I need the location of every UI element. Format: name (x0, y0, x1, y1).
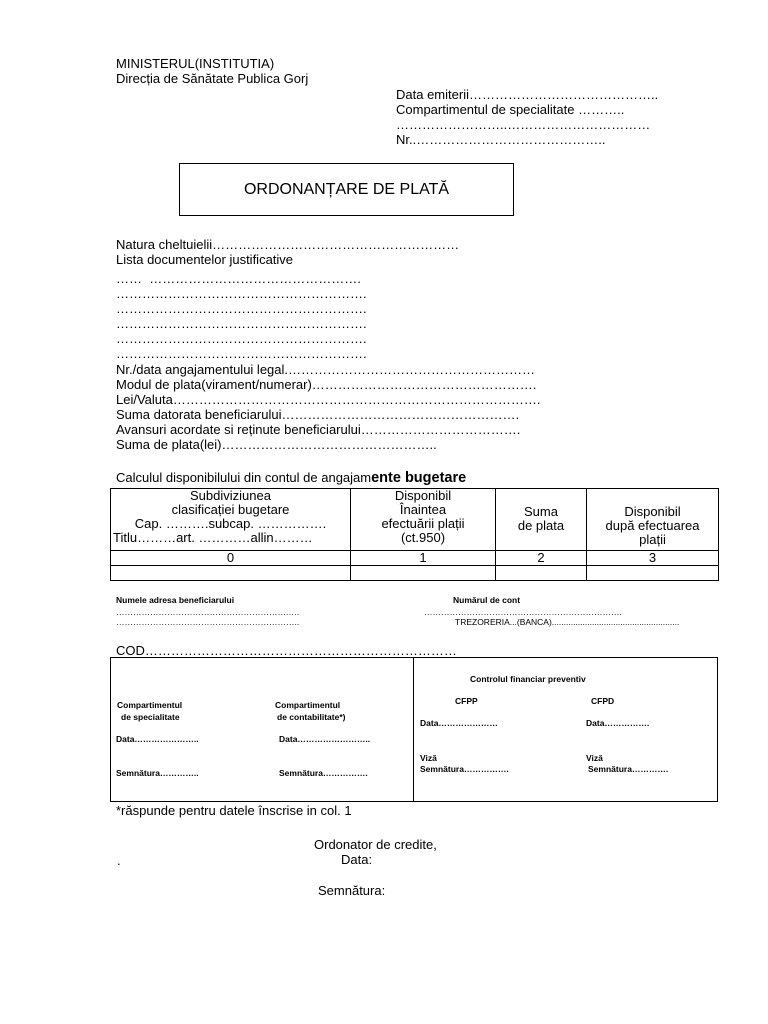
doc-line: …………………………………………………. (116, 286, 367, 301)
commitment-field: Nr./data angajamentului legal.………………………………………………… (116, 362, 536, 377)
doc-list-label: Lista documentelor justificative (116, 252, 294, 267)
control-box-divider (413, 658, 414, 801)
cfpd-signature-field: Semnătura…………. (588, 764, 669, 774)
control-box (110, 657, 718, 802)
signoff-signature-label: Semnătura: (318, 883, 386, 898)
issue-date-field: Data emiterii…………………………………….. (396, 87, 659, 102)
doc-line: …………………………………………………. (116, 346, 367, 361)
document-title-box (179, 163, 514, 216)
department-field-continuation: ……………………..…………………………… (396, 117, 651, 132)
stray-dot: . (117, 853, 121, 868)
doc-line: …………………………………………………. (116, 316, 367, 331)
accounting-signature-field: Semnătura……………. (279, 768, 368, 778)
empty-cell (111, 566, 351, 581)
amount-pay-field: Suma de plata(lei)………………………………………….. (116, 437, 437, 452)
budget-table (110, 488, 719, 581)
cfpp-signature-field: Semnătura……………. (420, 764, 509, 774)
doc-line: …… …………………………………………. (116, 271, 361, 286)
index-cell: 0 (111, 551, 351, 566)
department-field: Compartimentul de specialitate ……….. (396, 102, 625, 117)
header-col-amount: Suma de plata (496, 489, 587, 551)
cfpp-date-field: Data………………… (420, 718, 498, 728)
header-col-available-before: Disponibil Înaintea efectuării plații (ct.950) (351, 489, 496, 551)
ministry-line: MINISTERUL(INSTITUTIA) (116, 56, 275, 71)
calc-label-part1: Calculul disponibilului din contul de angajam (116, 470, 372, 485)
advances-field: Avansuri acordate si reținute beneficiarului………………………………. (116, 422, 521, 437)
doc-line: …………………………………………………. (116, 331, 367, 346)
treasury-line: TREZORERIA...(BANCA)...................................................... (455, 617, 680, 627)
table-empty-row (111, 566, 719, 581)
accounting-dept-label-1: Compartimentul (275, 700, 341, 710)
spec-signature-field: Semnătura………….. (116, 768, 199, 778)
cfpp-label: CFPP (455, 696, 478, 706)
account-number-line: ……………………………………………………………. (424, 607, 622, 617)
signoff-date-label: Data: (341, 852, 373, 867)
beneficiary-name-label: Numele adresa beneficiarului (116, 595, 235, 605)
index-cell: 1 (351, 551, 496, 566)
empty-cell (351, 566, 496, 581)
calc-label-part2: ente bugetare (371, 470, 467, 486)
account-number-label: Numărul de cont (453, 595, 521, 605)
beneficiary-name-line: …………………………………………………….…. (116, 607, 300, 617)
calc-label (116, 470, 466, 486)
authorizing-officer-title: Ordonator de credite, (314, 837, 437, 852)
payment-mode-field: Modul de plata(virament/numerar)……………………………………………. (116, 377, 537, 392)
currency-field: Lei/Valuta…………………………………………………………………………. (116, 392, 541, 407)
cfpd-date-field: Data……………. (586, 718, 650, 728)
index-cell: 3 (587, 551, 719, 566)
index-cell: 2 (496, 551, 587, 566)
accounting-date-field: Data…………………….. (279, 734, 371, 744)
cfpd-label: CFPD (591, 696, 615, 706)
expense-nature-field: Natura cheltuielii………………………………………………… (116, 237, 460, 252)
spec-date-field: Data………………….. (116, 734, 199, 744)
accounting-dept-label-2: de contabilitate*) (277, 712, 346, 722)
document-title: ORDONANȚARE DE PLATĂ (243, 180, 450, 198)
beneficiary-address-line: ……………………………………………………….. (116, 617, 300, 627)
amount-due-field: Suma datorata beneficiarului………………………………………………. (116, 407, 520, 422)
directorate-line: Direcția de Sănătate Publica Gorj (116, 71, 309, 86)
table-header-row (111, 489, 719, 551)
doc-line: …………………………………………………. (116, 301, 367, 316)
table-index-row (111, 551, 719, 566)
number-field: Nr..…………………………………….. (396, 132, 606, 147)
empty-cell (587, 566, 719, 581)
spec-dept-label-1: Compartimentul (117, 700, 183, 710)
cfpp-visa-label: Viză (420, 753, 437, 763)
cfpd-visa-label: Viză (586, 753, 603, 763)
cod-field: COD……………………………………………………………… (116, 643, 457, 658)
header-col-subdivision: Subdiviziunea clasificației bugetare Cap. ……….subcap. ……………. Titlu………art. …………allin……… (111, 489, 351, 551)
footnote: *răspunde pentru datele înscrise in col. 1 (116, 803, 352, 818)
empty-cell (496, 566, 587, 581)
control-title: Controlul financiar preventiv (470, 674, 586, 684)
header-col-available-after: Disponibil după efectuarea plații (587, 489, 719, 551)
spec-dept-label-2: de specialitate (121, 712, 180, 722)
